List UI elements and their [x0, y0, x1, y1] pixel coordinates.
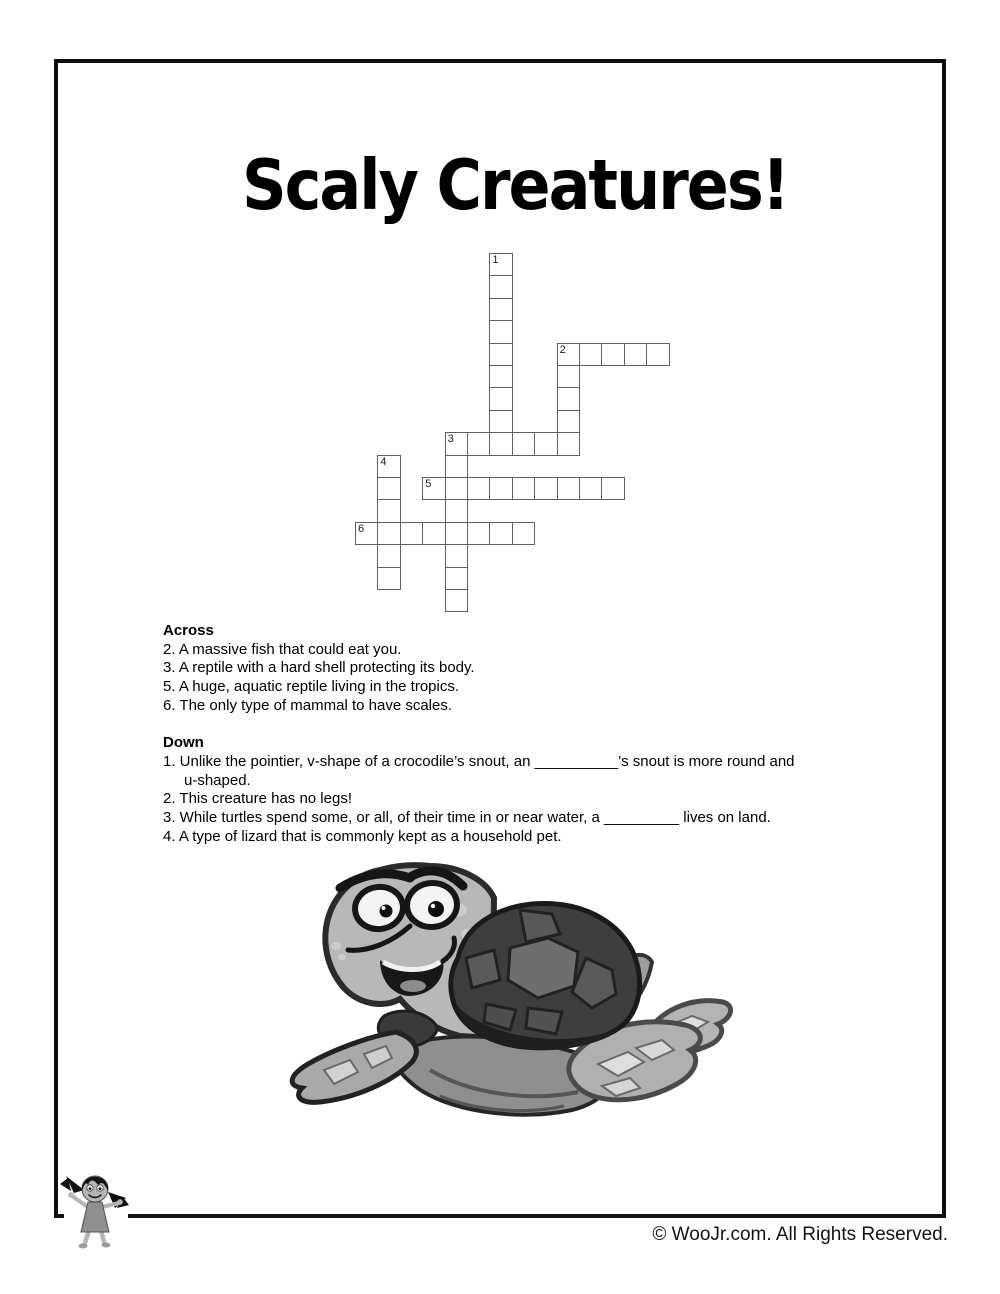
crossword-cell: [377, 567, 400, 590]
crossword-cell: [489, 320, 512, 343]
crossword-cell: [489, 387, 512, 410]
cell-number: 5: [425, 478, 432, 490]
crossword-cell: [377, 522, 400, 545]
crossword-cell: [557, 477, 580, 500]
crossword-cell: [445, 522, 468, 545]
crossword-cell: [489, 365, 512, 388]
cell-number: 3: [447, 433, 454, 446]
down-clue: 4. A type of lizard that is commonly kept as a household pet.: [163, 827, 562, 845]
crossword-cell: [355, 522, 378, 545]
crossword-cell: [445, 589, 468, 612]
crossword-cell: [512, 432, 535, 455]
across-heading: Across: [163, 622, 214, 639]
down-clue: 3. While turtles spend some, or all, of their time in or near water, a _________ lives on land.: [163, 809, 771, 827]
cell-number: 6: [358, 522, 365, 535]
crossword-cell: [445, 455, 468, 478]
copyright-text: © WooJr.com. All Rights Reserved.: [652, 1224, 948, 1245]
crossword-cell: [422, 522, 445, 545]
crossword-cell: [534, 477, 557, 500]
down-clue: u-shaped.: [184, 771, 251, 789]
crossword-cell: [445, 499, 468, 522]
across-clue: 5. A huge, aquatic reptile living in the tropics.: [163, 678, 460, 696]
mascot-girl-illustration: [58, 1162, 138, 1262]
crossword-cell: [624, 343, 647, 366]
crossword-cell: [557, 432, 580, 455]
crossword-cell: [489, 298, 512, 321]
crossword-cell: [557, 343, 580, 366]
turtle-shell: [451, 903, 640, 1050]
crossword-cell: [377, 455, 400, 478]
turtle-illustration: [280, 858, 740, 1130]
crossword-cell: [579, 343, 602, 366]
cell-number: 2: [559, 343, 566, 356]
crossword-cell: [467, 522, 490, 545]
crossword-cell: [445, 432, 468, 455]
crossword-cell: [489, 477, 512, 500]
crossword-cell: [557, 387, 580, 410]
crossword-cell: [601, 343, 624, 366]
crossword-cell: [377, 499, 400, 522]
crossword-grid: [355, 253, 670, 612]
crossword-cell: [445, 544, 468, 567]
turtle-front-flipper-near: [292, 1032, 416, 1102]
crossword-cell: [467, 477, 490, 500]
cell-number: 4: [380, 455, 387, 468]
across-clue: 2. A massive fish that could eat you.: [163, 640, 402, 658]
crossword-cell: [489, 275, 512, 298]
down-heading: Down: [163, 734, 204, 752]
crossword-cell: [377, 544, 400, 567]
down-clue: 2. This creature has no legs!: [163, 790, 352, 808]
down-clue: 1. Unlike the pointier, v-shape of a crocodile’s snout, an __________’s snout is more round and: [163, 752, 795, 770]
across-clue-list: [163, 641, 963, 716]
crossword-cell: [489, 410, 512, 433]
crossword-cell: [400, 522, 423, 545]
crossword-cell: [512, 477, 535, 500]
across-clue: 3. A reptile with a hard shell protecting its body.: [163, 659, 475, 677]
crossword-cell: [579, 477, 602, 500]
cell-number: 1: [492, 254, 499, 266]
crossword-cell: [377, 477, 400, 500]
crossword-cell: [445, 477, 468, 500]
crossword-cell: [467, 432, 490, 455]
clues-section: [163, 622, 963, 846]
crossword-cell: [489, 432, 512, 455]
crossword-cell: [512, 522, 535, 545]
crossword-cell: [557, 410, 580, 433]
page-title: Scaly Creatures!: [241, 144, 789, 226]
crossword-cell: [445, 567, 468, 590]
across-clue: 6. The only type of mammal to have scales.: [163, 696, 453, 714]
crossword-cell: [489, 253, 512, 276]
crossword-cell: [534, 432, 557, 455]
down-clue-list: [163, 753, 963, 847]
crossword-cell: [489, 343, 512, 366]
crossword-cell: [422, 477, 445, 500]
crossword-cell: [601, 477, 624, 500]
crossword-cell: [646, 343, 669, 366]
crossword-cell: [489, 522, 512, 545]
crossword-cell: [557, 365, 580, 388]
